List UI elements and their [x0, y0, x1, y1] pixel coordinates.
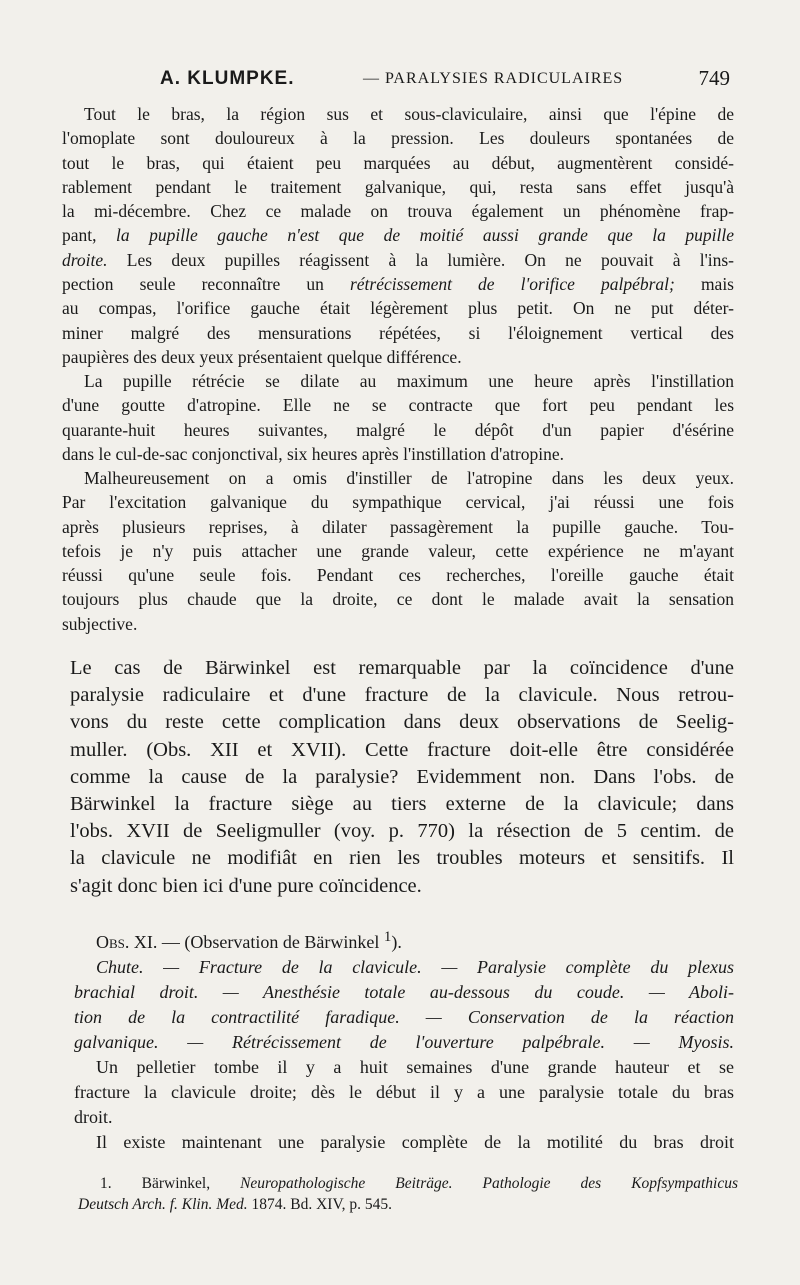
text-run: Les deux pupilles réagissent à la lumière. On ne pouvait à l'ins-	[107, 249, 734, 270]
text-line: vons du reste cette complication dans deux observations de Seelig-	[70, 711, 734, 734]
text-line: Bärwinkel la fracture siège au tiers externe de la clavicule; dans	[70, 793, 734, 816]
text-line: dans le cul-de-sac conjonctival, six heures après l'instillation d'atropine.	[62, 443, 564, 464]
paragraph-3	[62, 466, 734, 636]
italic-run: rétrécissement de l'orifice palpébral;	[349, 274, 675, 295]
text-line: après plusieurs reprises, à dilater passagèrement la pupille gauche. Tou-	[62, 516, 734, 537]
text-line	[62, 272, 734, 296]
observation-label: Obs. XI.	[96, 932, 158, 952]
text-line: Un pelletier tombe il y a huit semaines d'une grande hauteur et se	[96, 1057, 734, 1077]
text-run: ).	[391, 932, 402, 952]
text-line: droit.	[74, 1107, 113, 1127]
header-dash: —	[363, 70, 380, 87]
text-line: réussi qu'une seule fois. Pendant ces recherches, l'oreille gauche était	[62, 565, 734, 586]
text-line: d'une goutte d'atropine. Elle ne se contracte que fort peu pendant les	[62, 395, 734, 416]
footnote-line	[78, 1173, 738, 1194]
footnote-line	[78, 1194, 738, 1215]
text-line	[62, 223, 734, 247]
text-line: l'obs. XVII de Seeligmuller (voy. p. 770) la résection de 5 centim. de	[70, 820, 734, 843]
text-line: tout le bras, qui étaient peu marquées au début, augmentèrent considé-	[62, 152, 734, 173]
page-number: 749	[698, 66, 730, 90]
italic-run: Neuropathologische Beiträge. Pathologie des Kopfsympathicus	[240, 1175, 738, 1192]
header-author: A. KLUMPKE.	[160, 68, 295, 89]
text-line: au compas, l'orifice gauche était légèrement plus petit. On ne put déter-	[62, 298, 734, 319]
text-line: paralysie radiculaire et d'une fracture de la clavicule. Nous retrou-	[70, 684, 734, 707]
text-line	[62, 248, 734, 272]
italic-run: Deutsch Arch. f. Klin. Med.	[78, 1196, 248, 1213]
text-line: toujours plus chaude que la droite, ce dont le malade avait la sensation	[62, 589, 734, 610]
text-run: mais	[674, 274, 734, 295]
text-line: subjective.	[62, 613, 138, 634]
italic-run: la pupille gauche n'est que de moitié aussi grande que la pupille	[116, 225, 734, 246]
italic-run: droite.	[62, 249, 108, 270]
paragraph-4	[70, 655, 734, 900]
text-line: s'agit donc bien ici d'une pure coïncidence.	[70, 874, 422, 897]
text-run: — (Observation de Bärwinkel	[157, 932, 384, 952]
text-line: Tout le bras, la région sus et sous-claviculaire, ainsi que l'épine de	[84, 104, 734, 124]
footnote-ref: 1	[383, 929, 392, 945]
text-line: paupières des deux yeux présentaient quelque différence.	[62, 346, 462, 367]
text-line: la mi-décembre. Chez ce malade on trouva également un phénomène frap-	[62, 201, 734, 222]
text-line: fracture la clavicule droite; dès le début il y a une paralysie totale du bras	[74, 1082, 734, 1102]
text-run: pection seule reconnaître un	[62, 274, 350, 295]
italic-line: brachial droit. — Anesthésie totale au-dessous du coude. — Aboli-	[74, 982, 734, 1002]
footnote	[78, 1173, 738, 1215]
text-line: l'omoplate sont douloureux à la pression. Les douleurs spontanées de	[62, 128, 734, 149]
text-line: la clavicule ne modifiât en rien les troubles moteurs et sensitifs. Il	[70, 847, 734, 870]
text-line: Par l'excitation galvanique du sympathique cervical, j'ai réussi une fois	[62, 492, 734, 513]
observation-xi	[74, 925, 734, 1155]
text-line: La pupille rétrécie se dilate au maximum une heure après l'instillation	[84, 371, 734, 391]
header-title	[363, 70, 623, 88]
italic-line: galvanique. — Rétrécissement de l'ouverture palpébrale. — Myosis.	[74, 1032, 734, 1052]
italic-line: Chute. — Fracture de la clavicule. — Paralysie complète du plexus	[96, 957, 734, 977]
text-run: pant,	[62, 225, 117, 246]
text-line: tefois je n'y puis attacher une grande valeur, cette expérience ne m'ayant	[62, 540, 734, 561]
text-line: rablement pendant le traitement galvanique, qui, resta sans effet jusqu'à	[62, 176, 734, 197]
text-line: Il existe maintenant une paralysie complète de la motilité du bras droit	[96, 1132, 734, 1152]
header-title-text: PARALYSIES RADICULAIRES	[385, 70, 624, 87]
text-line: comme la cause de la paralysie? Evidemment non. Dans l'obs. de	[70, 765, 734, 788]
text-line: muller. (Obs. XII et XVII). Cette fracture doit-elle être considérée	[70, 738, 734, 761]
text-line: quarante-huit heures suivantes, malgré le dépôt d'un papier d'ésérine	[62, 419, 734, 440]
text-run: 1. Bärwinkel,	[100, 1175, 241, 1192]
text-line: Malheureusement on a omis d'instiller de l'atropine dans les deux yeux.	[84, 468, 734, 488]
paragraph-2	[62, 369, 734, 466]
text-line: miner malgré des mensurations répétées, si l'éloignement vertical des	[62, 322, 734, 343]
observation-heading	[74, 925, 734, 955]
text-line: Le cas de Bärwinkel est remarquable par la coïncidence d'une	[70, 657, 734, 679]
running-header	[160, 64, 730, 96]
paragraph-1	[62, 102, 734, 369]
text-run: 1874. Bd. XIV, p. 545.	[247, 1196, 393, 1213]
italic-line: tion de la contractilité faradique. — Conservation de la réaction	[74, 1007, 734, 1027]
